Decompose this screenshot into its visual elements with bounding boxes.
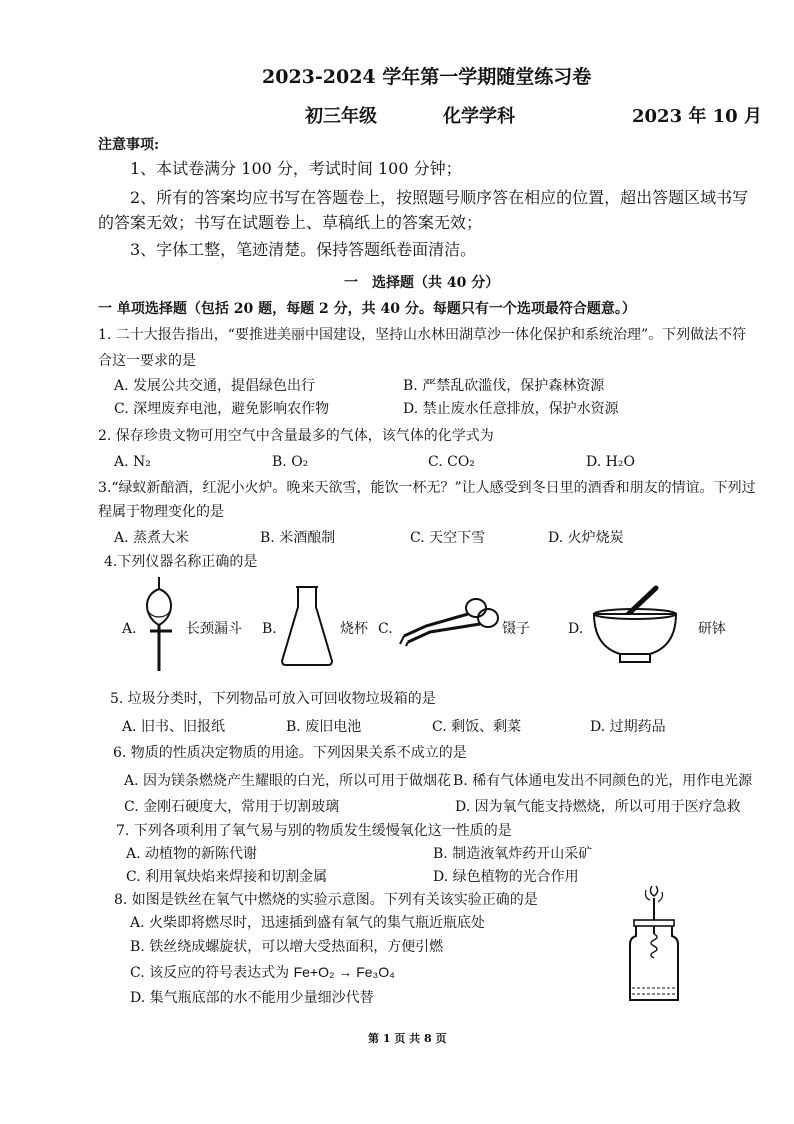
q8-option-c-formula: Fe+O₂ → Fe₃O₄ <box>293 964 395 980</box>
notice-item-3: 3、字体工整，笔迹清楚。保持答题纸卷面清洁。 <box>130 240 477 259</box>
q4-stem: 4.下列仪器名称正确的是 <box>104 554 258 570</box>
q3-stem-line1: 3.“绿蚁新醅酒，红泥小火炉。晚来天欲雪，能饮一杯无？”让人感受到冬日里的酒香和朋友的情谊。下列过 <box>98 480 756 496</box>
q5-option-b: B. 废旧电池 <box>286 719 362 735</box>
q1-stem-line2: 合这一要求的是 <box>98 353 196 369</box>
q4-a-name: 长颈漏斗 <box>186 621 242 637</box>
q7-option-a: A. 动植物的新陈代谢 <box>126 846 258 862</box>
part-title: 一 单项选择题（包括 20 题，每题 2 分，共 40 分。每题只有一个选项最符合题意。） <box>98 301 636 317</box>
q1-option-b: B. 严禁乱砍滥伐，保护森林资源 <box>403 378 605 394</box>
q6-stem: 6. 物质的性质决定物质的用途。下列因果关系不成立的是 <box>113 745 467 761</box>
q4-b-letter: B. <box>262 621 277 637</box>
q5-option-c: C. 剩饭、剩菜 <box>432 719 522 735</box>
q4-c-name: 镊子 <box>502 621 530 637</box>
q3-option-c: C. 天空下雪 <box>410 530 486 546</box>
q5-option-a: A. 旧书、旧报纸 <box>122 719 226 735</box>
q5-option-d: D. 过期药品 <box>590 719 666 735</box>
q8-stem: 8. 如图是铁丝在氧气中燃烧的实验示意图。下列有关该实验正确的是 <box>114 892 538 908</box>
notice-heading: 注意事项: <box>98 137 160 153</box>
mortar-pestle-icon <box>590 584 680 668</box>
q8-option-c <box>130 963 395 982</box>
q2-stem: 2. 保存珍贵文物可用空气中含量最多的气体，该气体的化学式为 <box>98 428 494 444</box>
q3-option-b: B. 米酒酿制 <box>260 530 336 546</box>
q4-b-name: 烧杯 <box>340 621 368 637</box>
notice-item-2-line1: 2、所有的答案均应书写在答题卷上，按照题号顺序答在相应的位置，超出答题区域书写 <box>130 188 749 207</box>
q4-c-letter: C. <box>378 621 393 637</box>
q1-option-c: C. 深埋废弃电池，避免影响农作物 <box>114 401 330 417</box>
q5-stem: 5. 垃圾分类时，下列物品可放入可回收物垃圾箱的是 <box>110 691 436 707</box>
q4-a-letter: A. <box>122 621 137 637</box>
exam-title: 2023-2024 学年第一学期随堂练习卷 <box>262 66 592 88</box>
q2-option-d: D. H₂O <box>586 454 635 470</box>
q1-option-d: D. 禁止废水任意排放，保护水资源 <box>403 401 619 417</box>
q2-option-a: A. N₂ <box>114 454 151 470</box>
q6-option-c: C. 金刚石硬度大，常用于切割玻璃 <box>124 799 340 815</box>
q2-option-b: B. O₂ <box>272 454 309 470</box>
section-title: 一 选择题（共 40 分） <box>344 275 500 291</box>
q8-option-c-text: C. 该反应的符号表达式为 <box>130 965 294 981</box>
exam-date: 2023 年 10 月 <box>632 106 762 127</box>
q1-option-a: A. 发展公共交通，提倡绿色出行 <box>114 378 316 394</box>
q8-option-a: A. 火柴即将燃尽时，迅速插到盛有氧气的集气瓶近瓶底处 <box>130 915 486 931</box>
notice-item-1: 1、本试卷满分 100 分，考试时间 100 分钟； <box>130 159 462 178</box>
gas-jar-burning-iron-icon <box>626 884 682 1008</box>
q3-stem-line2: 程属于物理变化的是 <box>98 504 224 520</box>
q6-option-d: D. 因为氧气能支持燃烧，所以可用于医疗急救 <box>455 799 741 815</box>
subject-label: 化学学科 <box>443 106 515 127</box>
q3-option-a: A. 蒸煮大米 <box>114 530 190 546</box>
q7-option-d: D. 绿色植物的光合作用 <box>433 869 579 885</box>
q8-option-b: B. 铁丝绕成螺旋状，可以增大受热面积，方便引燃 <box>130 939 444 955</box>
q6-option-b: B. 稀有气体通电发出不同颜色的光，用作电光源 <box>453 773 753 789</box>
q4-d-letter: D. <box>568 621 584 637</box>
q7-option-b: B. 制造液氧炸药开山采矿 <box>433 846 593 862</box>
q8-option-d: D. 集气瓶底部的水不能用少量细沙代替 <box>130 990 374 1006</box>
separatory-funnel-icon <box>138 575 180 675</box>
conical-flask-icon <box>280 585 334 667</box>
q4-d-name: 研钵 <box>698 621 726 637</box>
q1-stem-line1: 1. 二十大报告指出，“要推进美丽中国建设，坚持山水林田湖草沙一体化保护和系统治理”。下列做法不符 <box>98 327 747 343</box>
q6-option-a: A. 因为镁条燃烧产生耀眼的白光，所以可用于做烟花 <box>124 773 452 789</box>
q7-stem: 7. 下列各项利用了氧气易与别的物质发生缓慢氧化这一性质的是 <box>116 823 512 839</box>
notice-item-2-line2: 的答案无效；书写在试题卷上、草稿纸上的答案无效； <box>98 213 483 232</box>
page-footer: 第 1 页 共 8 页 <box>368 1032 447 1045</box>
q2-option-c: C. CO₂ <box>428 454 475 470</box>
q3-option-d: D. 火炉烧炭 <box>548 530 624 546</box>
crucible-tongs-icon <box>396 596 500 646</box>
q7-option-c: C. 利用氧炔焰来焊接和切割金属 <box>126 869 328 885</box>
grade-label: 初三年级 <box>305 106 377 127</box>
